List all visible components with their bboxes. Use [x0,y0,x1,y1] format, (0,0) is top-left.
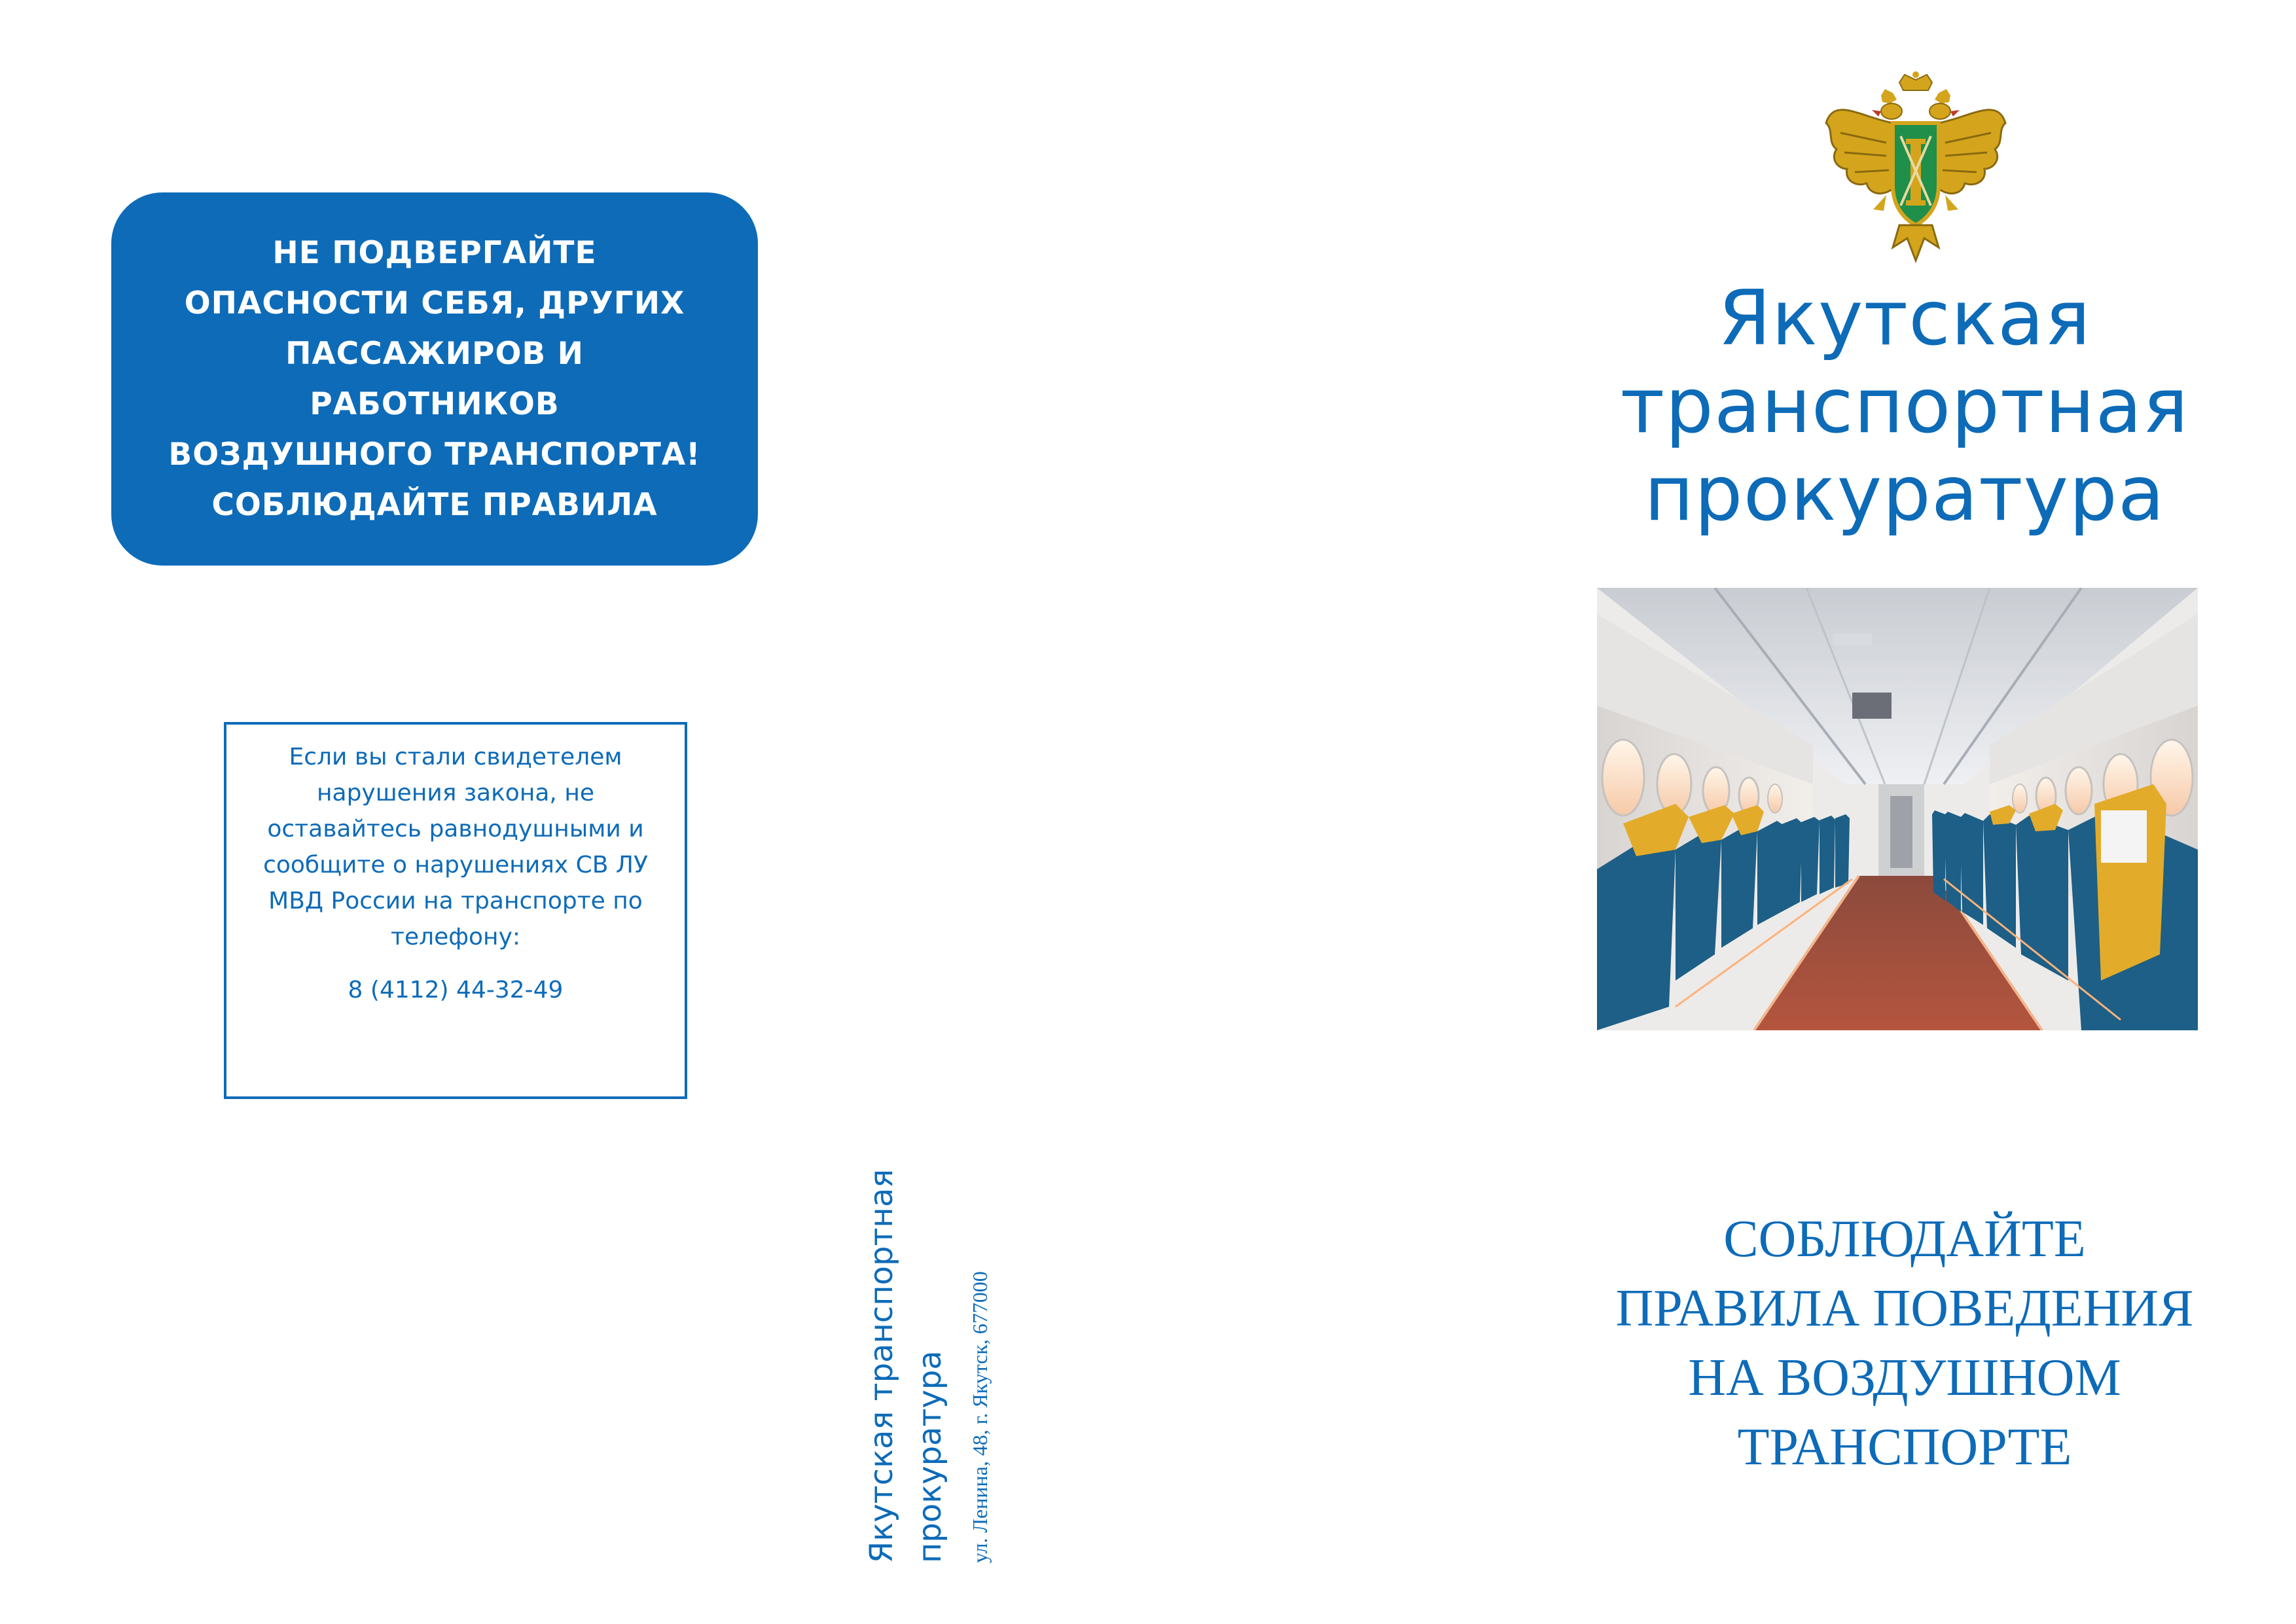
info-line: МВД России на транспорте по [268,888,643,914]
warning-line: РАБОТНИКОВ [310,386,560,422]
org-title-line: транспортная [1620,362,2189,450]
info-line: телефону: [390,924,521,950]
prosecutor-emblem-icon [1821,71,2011,274]
warning-line: ОПАСНОСТИ СЕБЯ, ДРУГИХ [184,285,685,321]
warning-line: СОБЛЮДАЙТЕ ПРАВИЛА [211,487,658,523]
warning-box [111,192,758,566]
warning-line: ВОЗДУШНОГО ТРАНСПОРТА! [168,437,701,473]
slogan-line: СОБЛЮДАЙТЕ [1723,1210,2086,1268]
airplane-cabin-photo [1597,588,2198,1030]
info-line: сообщите о нарушениях СВ ЛУ [263,852,648,878]
slogan-line: НА ВОЗДУШНОМ [1688,1349,2121,1407]
phone-number: 8 (4112) 44-32-49 [348,977,564,1003]
org-title-line: Якутская [1718,274,2091,363]
info-line: нарушения закона, не [316,780,595,806]
slogan-line: ПРАВИЛА ПОВЕДЕНИЯ [1615,1280,2194,1337]
cover-slogan [1558,1204,2251,1482]
info-line: Если вы стали свидетелем [289,744,622,770]
warning-line: ПАССАЖИРОВ И [285,336,584,372]
spine-address: ул. Ленина, 48, г. Якутск, 677000 [968,1271,992,1563]
slogan-line: ТРАНСПОРТЕ [1737,1418,2072,1476]
spine-org-name: Якутская транспортная [863,1168,900,1563]
org-title-line: прокуратура [1644,450,2165,538]
org-title [1558,275,2251,538]
warning-line: НЕ ПОДВЕРГАЙТЕ [272,235,597,271]
spine-org-name: прокуратура [912,1350,948,1563]
report-info-box [224,722,687,1099]
info-line: оставайтесь равнодушными и [267,816,644,842]
spine [857,1170,1021,1563]
